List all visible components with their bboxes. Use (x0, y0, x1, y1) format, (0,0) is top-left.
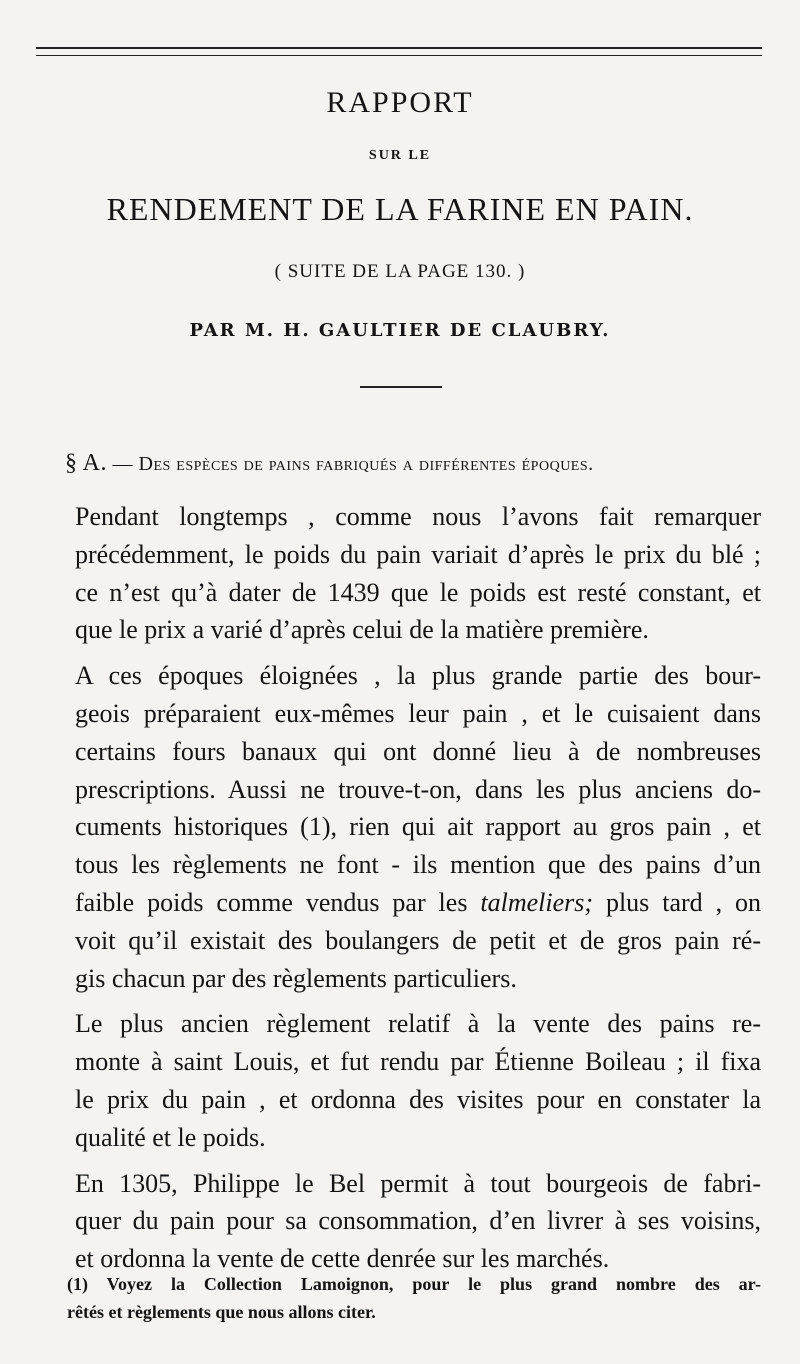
top-rule-thin (36, 55, 762, 56)
text-line: ce n’est qu’à dater de 1439 que le poids est resté constant, et (75, 577, 761, 607)
top-rule (36, 47, 762, 49)
italic-term: talmeliers; (480, 887, 594, 917)
text-line: quer du pain pour sa consommation, d’en livrer à ses voisins, (75, 1206, 761, 1236)
text-line: qualité et le poids. (75, 1122, 266, 1152)
text-line: Pendant longtemps , comme nous l’avons fait remarquer (75, 502, 761, 531)
text-line: voit qu’il existait des boulangers de petit et de gros pain ré- (75, 925, 761, 955)
text-line: faible poids comme vendus par les talmeliers; plus tard , on (75, 887, 762, 917)
text-line: geois préparaient eux-mêmes leur pain , et le cuisaient dans (75, 698, 761, 728)
text-line: monte à saint Louis, et fut rendu par Étienne Boileau ; il fixa (75, 1047, 761, 1077)
text-line: Le plus ancien règlement relatif à la vente des pains re- (75, 1009, 761, 1039)
footnote-line: rêtés et règlements que nous allons citer. (67, 1302, 376, 1322)
text-line: précédemment, le poids du pain variait d’après le prix du blé ; (75, 539, 761, 569)
text-line: certains fours banaux qui ont donné lieu à de nombreuses (75, 736, 761, 766)
text-line: A ces époques éloignées , la plus grande partie des bour- (75, 661, 761, 691)
section-dash: — (107, 453, 139, 475)
text-line: gis chacun par des règlements particuliers. (75, 963, 517, 993)
continuation-note: ( SUITE DE LA PAGE 130. ) (274, 261, 526, 282)
text-line: le prix du pain , et ordonna des visites pour en constater la (75, 1084, 761, 1114)
body-text (67, 498, 761, 1286)
author-line: PAR M. H. GAULTIER DE CLAUBRY. (189, 320, 611, 341)
report-subtitle: SUR LE (368, 148, 432, 163)
footnote (67, 1270, 761, 1326)
text-line: cuments historiques (1), rien qui ait rapport au gros pain , et (75, 812, 761, 842)
text-line: prescriptions. Aussi ne trouve-t-on, dans les plus anciens do- (75, 774, 761, 804)
paragraph-3 (67, 1005, 761, 1156)
section-heading (65, 450, 765, 477)
report-title: RAPPORT (326, 86, 474, 119)
text-line: et ordonna la vente de cette denrée sur les marchés. (75, 1244, 610, 1274)
paragraph-4 (67, 1165, 761, 1278)
section-mark: § A. (65, 450, 108, 476)
footnote-line: (1) Voyez la Collection Lamoignon, pour le plus grand nombre des ar- (67, 1274, 761, 1294)
paragraph-1 (67, 498, 761, 649)
section-heading-text: Des espèces de pains fabriqués a différentes époques. (138, 453, 594, 475)
report-main-title: RENDEMENT DE LA FARINE EN PAIN. (106, 191, 694, 227)
section-divider (360, 386, 442, 388)
text-line: tous les règlements ne font - ils mention que des pains d’un (75, 850, 761, 880)
text-line: En 1305, Philippe le Bel permit à tout bourgeois de fabri- (75, 1168, 761, 1198)
paragraph-2 (67, 657, 761, 997)
text-line: que le prix a varié d’après celui de la matière première. (75, 615, 649, 645)
